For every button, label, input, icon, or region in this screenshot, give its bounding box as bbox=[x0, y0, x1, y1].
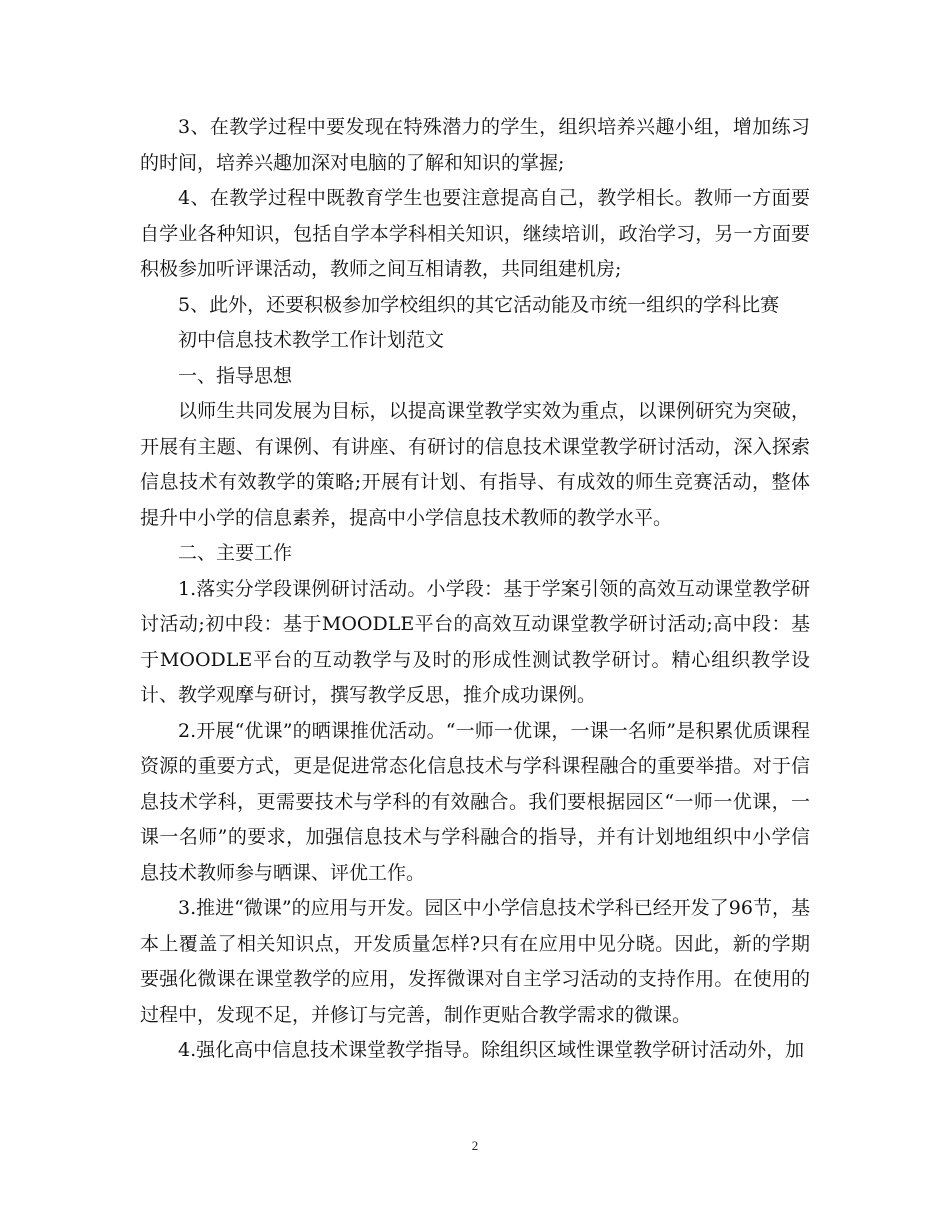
paragraph-work-2: 2.开展“优课”的晒课推优活动。“一师一优课，一课一名师”是积累优质课程资源的重要方式，更是促进常态化信息技术与学科课程融合的重要举措。对于信息技术学科，更需要技术与学科的有效融合。我们要根据园区“一师一优课，一课一名师”的要求，加强信息技术与学科融合的指导，并有计划地组织中小学信息技术教师参与晒课、评优工作。 bbox=[140, 719, 810, 884]
document-body bbox=[140, 110, 810, 1069]
paragraph-work-3: 3.推进“微课”的应用与开发。园区中小学信息技术学科已经开发了96节，基本上覆盖了相关知识点，开发质量怎样?只有在应用中见分晓。因此，新的学期要强化微课在课堂教学的应用，发挥微课对自主学习活动的支持作用。在使用的过程中，发现不足，并修订与完善，制作更贴合教学需求的微课。 bbox=[140, 897, 810, 1026]
paragraph-item-3: 3、在教学过程中要发现在特殊潜力的学生，组织培养兴趣小组，增加练习的时间，培养兴趣加深对电脑的了解和知识的掌握; bbox=[140, 116, 810, 174]
paragraph-work-1: 1.落实分学段课例研讨活动。小学段：基于学案引领的高效互动课堂教学研讨活动;初中段：基于MOODLE平台的高效互动课堂教学研讨活动;高中段：基于MOODLE平台的互动教学与及时的形成性测试教学研讨。精心组织教学设计、教学观摩与研讨，撰写教学反思，推介成功课例。 bbox=[140, 577, 810, 706]
paragraph-item-4: 4、在教学过程中既教育学生也要注意提高自己，教学相长。教师一方面要自学业各种知识，包括自学本学科相关知识，继续培训，政治学习，另一方面要积极参加听评课活动，教师之间互相请教，共同组建机房; bbox=[140, 187, 810, 280]
section-heading-main-work: 二、主要工作 bbox=[178, 542, 293, 564]
paragraph-work-4: 4.强化高中信息技术课堂教学指导。除组织区域性课堂教学研讨活动外，加 bbox=[178, 1039, 805, 1061]
paragraph-item-5: 5、此外，还要积极参加学校组织的其它活动能及市统一组织的学科比赛 bbox=[178, 293, 780, 316]
page-number: 2 bbox=[471, 1138, 479, 1153]
section-heading-guiding-ideas: 一、指导思想 bbox=[178, 364, 293, 387]
document-title: 初中信息技术教学工作计划范文 bbox=[178, 329, 445, 351]
paragraph-guiding-ideas: 以师生共同发展为目标，以提高课堂教学实效为重点，以课例研究为突破，开展有主题、有课例、有讲座、有研讨的信息技术课堂教学研讨活动，深入探索信息技术有效教学的策略;开展有计划、有指导、有成效的师生竞赛活动，整体提升中小学的信息素养，提高中小学信息技术教师的教学水平。 bbox=[140, 400, 810, 529]
